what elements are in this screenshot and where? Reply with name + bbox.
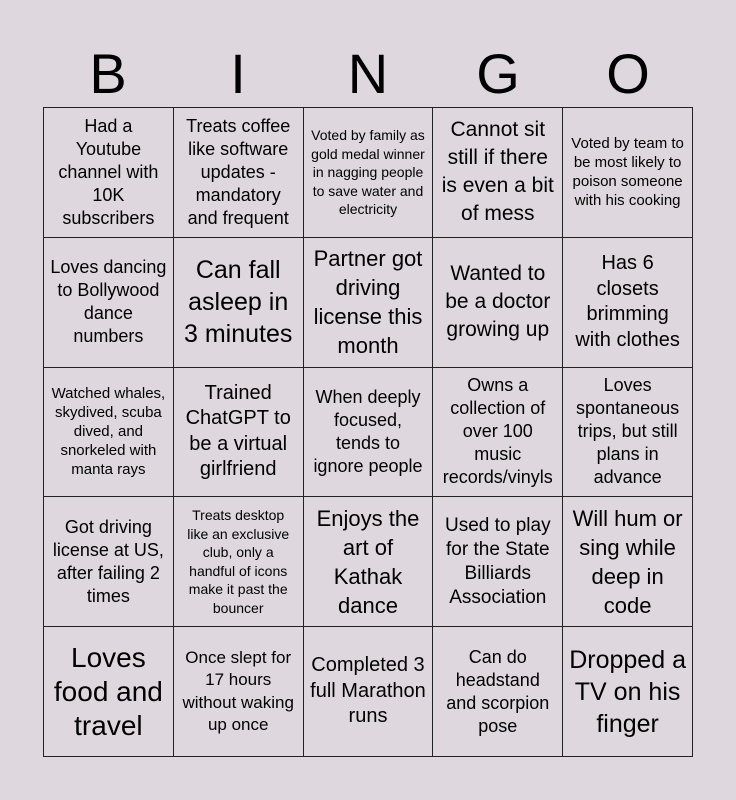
bingo-cell[interactable] bbox=[433, 238, 563, 368]
cell-text: Completed 3 full Marathon runs bbox=[310, 654, 426, 728]
header-letter-i: I bbox=[230, 42, 246, 105]
header-letter-n: N bbox=[347, 42, 389, 105]
header-letter-g: G bbox=[476, 42, 520, 105]
bingo-cell[interactable] bbox=[563, 238, 693, 368]
header-letter-o: O bbox=[606, 42, 650, 105]
bingo-cell[interactable] bbox=[563, 627, 693, 757]
cell-text: Treats coffee like software updates - mandatory and frequent bbox=[186, 115, 291, 228]
cell-text: Enjoys the art of Kathak dance bbox=[316, 505, 420, 618]
bingo-cell[interactable] bbox=[44, 627, 174, 757]
cell-text: Got driving license at US, after failing 2 times bbox=[52, 516, 164, 606]
cell-text: Partner got driving license this month bbox=[313, 246, 423, 359]
bingo-cell[interactable] bbox=[563, 108, 693, 238]
cell-text: Can fall asleep in 3 minutes bbox=[184, 256, 293, 349]
bingo-cell[interactable] bbox=[433, 108, 563, 238]
bingo-cell[interactable] bbox=[44, 368, 174, 498]
bingo-cell[interactable] bbox=[44, 238, 174, 368]
cell-text: Dropped a TV on his finger bbox=[569, 645, 686, 738]
cell-text: Loves dancing to Bollywood dance numbers bbox=[50, 257, 167, 347]
bingo-cell[interactable] bbox=[304, 368, 434, 498]
cell-text: Can do headstand and scorpion pose bbox=[446, 646, 550, 736]
cell-text: Will hum or sing while deep in code bbox=[572, 505, 683, 618]
bingo-cell[interactable] bbox=[304, 497, 434, 627]
cell-text: Voted by team to be most likely to poison someone with his cooking bbox=[571, 135, 684, 210]
bingo-cell[interactable] bbox=[174, 627, 304, 757]
bingo-cell[interactable] bbox=[563, 497, 693, 627]
cell-text: When deeply focused, tends to ignore people bbox=[313, 386, 423, 476]
bingo-cell[interactable] bbox=[433, 627, 563, 757]
header-letter-b: B bbox=[89, 42, 127, 105]
bingo-grid bbox=[43, 107, 693, 757]
bingo-cell[interactable] bbox=[304, 108, 434, 238]
cell-text: Used to play for the State Billiards Association bbox=[444, 514, 551, 608]
bingo-cell[interactable] bbox=[304, 238, 434, 368]
cell-text: Owns a collection of over 100 music records/vinyls bbox=[442, 375, 553, 488]
bingo-cell[interactable] bbox=[174, 497, 304, 627]
cell-text: Has 6 closets brimming with clothes bbox=[575, 252, 680, 351]
cell-text: Treats desktop like an exclusive club, only a handful of icons make it past the bouncer bbox=[187, 507, 290, 616]
cell-text: Wanted to be a doctor growing up bbox=[445, 262, 551, 342]
cell-text: Loves food and travel bbox=[53, 641, 163, 741]
bingo-cell[interactable] bbox=[44, 108, 174, 238]
cell-text: Voted by family as gold medal winner in nagging people to save water and electricity bbox=[311, 127, 425, 218]
bingo-cell[interactable] bbox=[44, 497, 174, 627]
bingo-cell[interactable] bbox=[174, 108, 304, 238]
bingo-cell[interactable] bbox=[433, 497, 563, 627]
cell-text: Once slept for 17 hours without waking up once bbox=[182, 647, 294, 735]
bingo-cell[interactable] bbox=[304, 627, 434, 757]
cell-text: Had a Youtube channel with 10K subscribers bbox=[58, 115, 159, 228]
cell-text: Trained ChatGPT to be a virtual girlfriend bbox=[185, 381, 291, 481]
bingo-cell[interactable] bbox=[174, 238, 304, 368]
cell-text: Cannot sit still if there is even a bit of mess bbox=[441, 118, 554, 226]
cell-text: Loves spontaneous trips, but still plans in advance bbox=[576, 375, 680, 488]
bingo-cell[interactable] bbox=[433, 368, 563, 498]
bingo-cell[interactable] bbox=[174, 368, 304, 498]
bingo-header bbox=[43, 40, 693, 108]
cell-text: Watched whales, skydived, scuba dived, and snorkeled with manta rays bbox=[51, 385, 166, 479]
bingo-cell[interactable] bbox=[563, 368, 693, 498]
